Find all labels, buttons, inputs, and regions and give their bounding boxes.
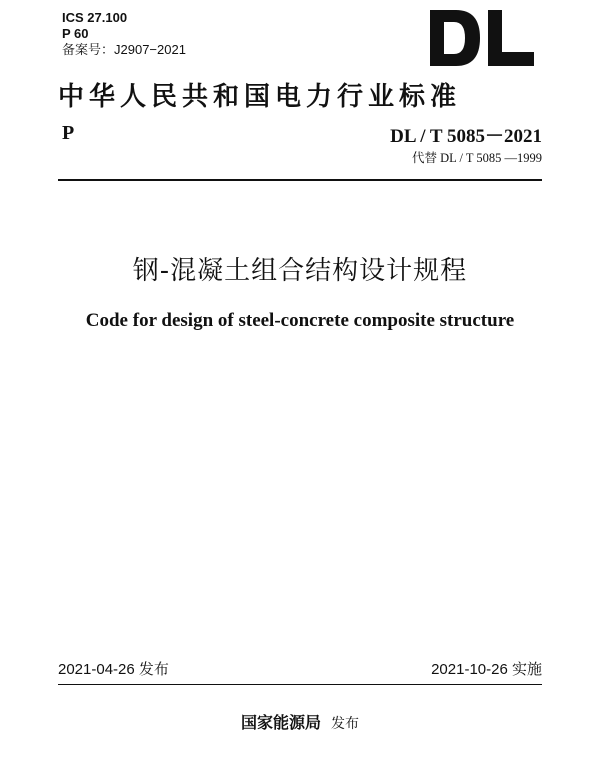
standard-number: DL / T 5085－2021	[390, 126, 542, 147]
issue-date: 2021-04-26 发布	[58, 661, 169, 678]
publisher-line	[0, 710, 600, 733]
implementation-date: 2021-10-26 实施	[431, 661, 542, 678]
record-number: 备案号：J2907−2021	[62, 42, 186, 57]
ics-code: ICS 27.100	[62, 10, 128, 25]
publish-action: 发布	[331, 716, 359, 732]
industry-standard-title: 中华人民共和国电力行业标准	[58, 82, 462, 112]
footer-divider	[58, 684, 542, 685]
category-code: P 60	[62, 26, 89, 41]
dl-logo	[430, 8, 534, 68]
logo-letter-d	[430, 10, 480, 66]
logo-letter-l	[488, 10, 534, 66]
category-letter: P	[62, 122, 75, 144]
replaces-standard: 代替 DL / T 5085 —1999	[412, 151, 542, 165]
publisher-name: 国家能源局	[240, 713, 321, 732]
header-divider	[58, 179, 542, 181]
document-title-english: Code for design of steel-concrete composite structure	[85, 310, 515, 331]
document-title-chinese: 钢-混凝土组合结构设计规程	[132, 256, 468, 286]
